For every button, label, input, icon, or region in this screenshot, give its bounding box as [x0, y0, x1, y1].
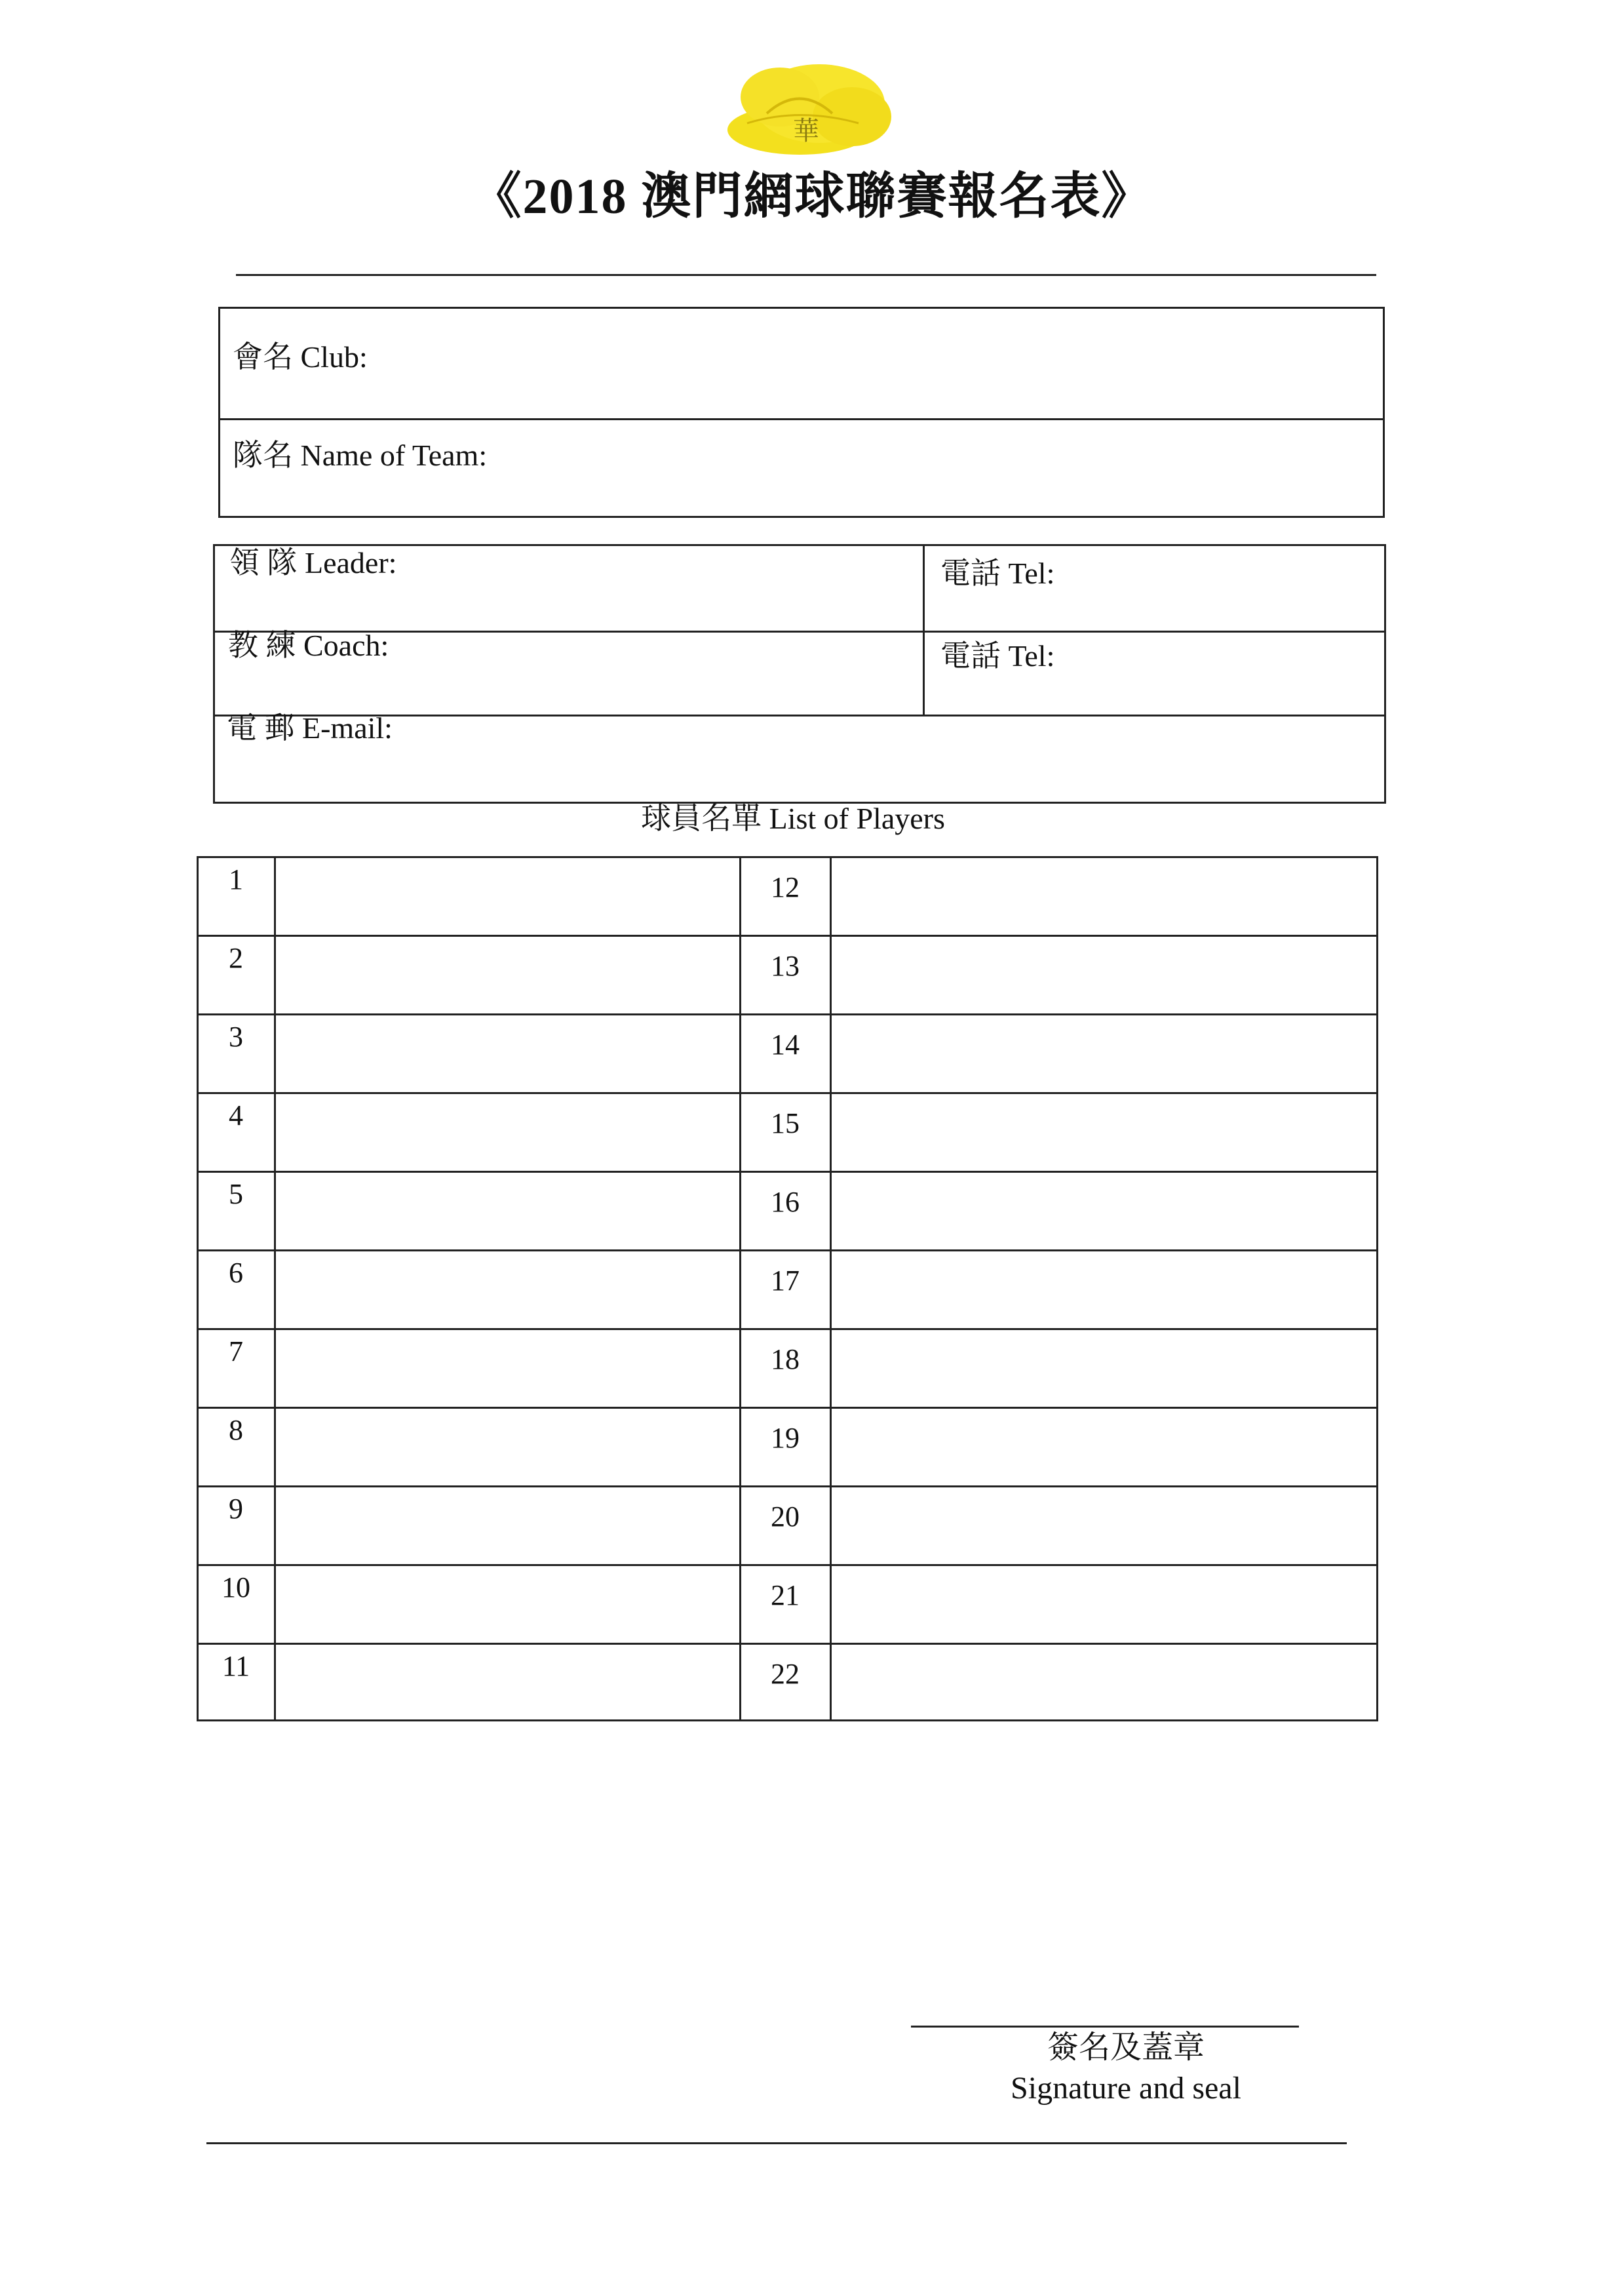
center-column-divider: [739, 856, 741, 1721]
player-row-divider: [197, 1092, 1378, 1094]
player-row-divider: [197, 1171, 1378, 1173]
player-number-left: 6: [229, 1257, 243, 1289]
signature-label-zh: 簽名及蓋章: [1047, 2030, 1205, 2065]
player-number-right: 20: [771, 1501, 800, 1533]
svg-text:華: 華: [793, 116, 819, 146]
player-number-right: 12: [771, 871, 800, 903]
player-row-divider: [197, 1249, 1378, 1251]
player-row-divider: [197, 1564, 1378, 1566]
club-label: 會名 Club:: [233, 340, 368, 374]
player-number-left: 10: [222, 1571, 250, 1603]
player-number-right: 17: [771, 1265, 800, 1297]
player-number-right: 22: [771, 1658, 800, 1690]
player-number-left: 5: [229, 1178, 243, 1210]
leader-tel-label: 電話 Tel:: [940, 557, 1055, 590]
coach-label: 教 練 Coach:: [228, 629, 389, 662]
player-number-right: 13: [771, 950, 800, 982]
player-number-left: 2: [229, 942, 243, 974]
coach-tel-label: 電話 Tel:: [940, 639, 1055, 673]
player-number-left: 7: [229, 1335, 243, 1367]
player-row-divider: [197, 1328, 1378, 1330]
player-number-right: 21: [771, 1579, 800, 1611]
player-number-left: 4: [229, 1099, 243, 1131]
player-number-right: 14: [771, 1029, 800, 1061]
player-number-right: 15: [771, 1107, 800, 1139]
player-row-divider: [197, 1407, 1378, 1409]
right-number-column-divider: [830, 856, 832, 1721]
player-number-left: 8: [229, 1414, 243, 1446]
email-label: 電 郵 E-mail:: [227, 711, 393, 745]
player-number-left: 11: [222, 1650, 250, 1682]
bottom-rule: [206, 2142, 1347, 2144]
signature-label-en: Signature and seal: [1011, 2071, 1241, 2106]
player-number-left: 1: [229, 863, 243, 895]
club-box-divider: [218, 418, 1385, 420]
leader-row-divider: [213, 631, 1386, 633]
player-row-divider: [197, 1643, 1378, 1645]
player-number-right: 18: [771, 1343, 800, 1375]
logo-emblem: [721, 58, 898, 163]
team-name-label: 隊名 Name of Team:: [233, 439, 488, 472]
players-heading: 球員名單 List of Players: [641, 802, 945, 835]
form-title: 《2018 澳門網球聯賽報名表》: [471, 169, 1153, 224]
tel-column-divider: [923, 544, 925, 716]
player-row-divider: [197, 1013, 1378, 1015]
player-row-divider: [197, 1485, 1378, 1487]
left-number-column-divider: [274, 856, 276, 1721]
club-info-box: [218, 307, 1385, 518]
title-underline: [236, 274, 1376, 276]
player-number-left: 9: [229, 1493, 243, 1525]
player-number-right: 16: [771, 1186, 800, 1218]
player-row-divider: [197, 935, 1378, 937]
contact-info-box: [213, 544, 1386, 804]
player-number-right: 19: [771, 1422, 800, 1454]
player-number-left: 3: [229, 1021, 243, 1053]
signature-line: [911, 2026, 1299, 2028]
leader-label: 領 隊 Leader:: [229, 546, 397, 579]
